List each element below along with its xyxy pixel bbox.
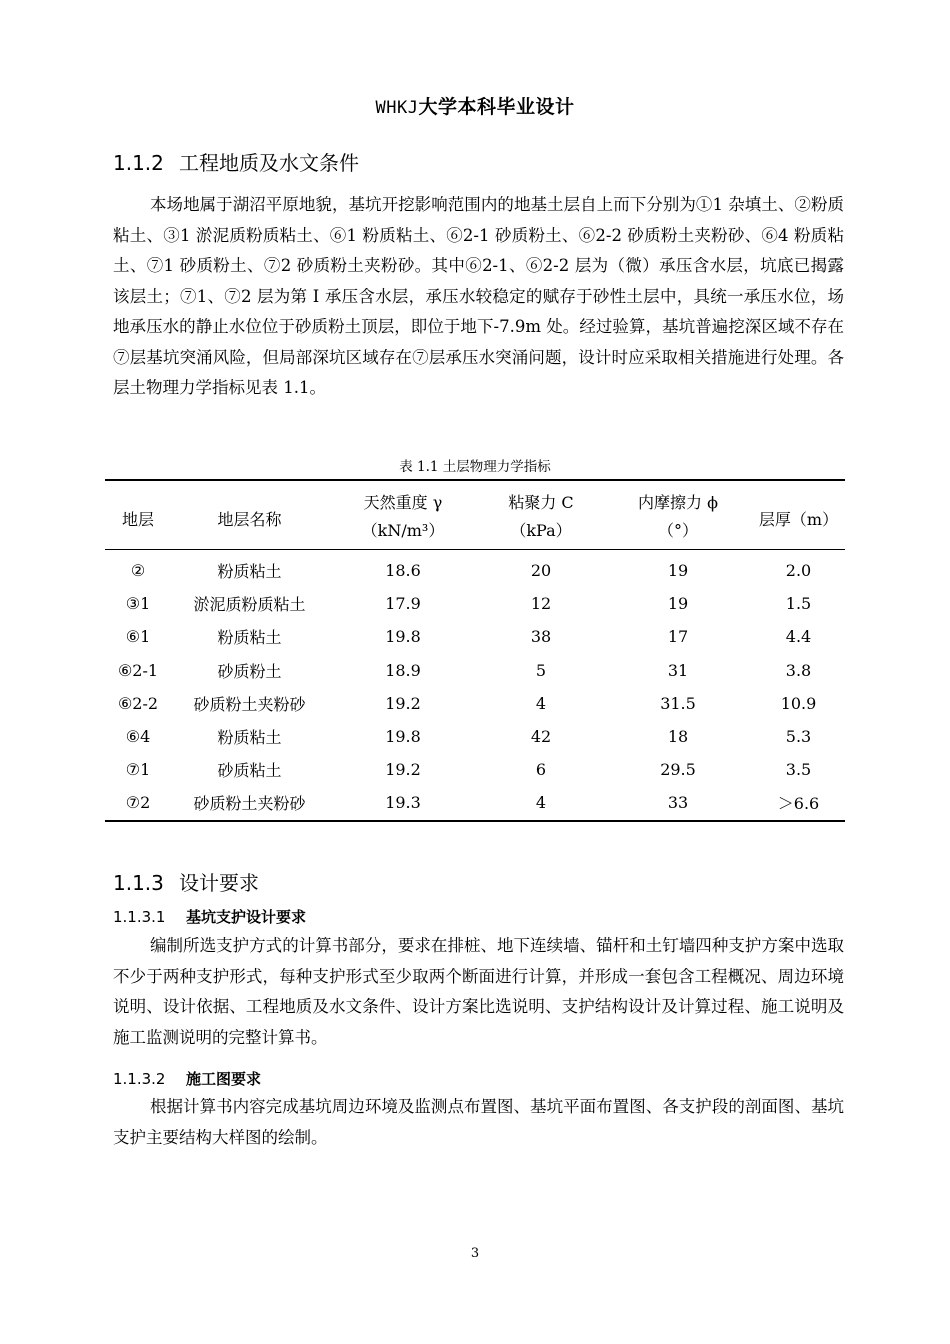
cell-phi: 33 xyxy=(604,786,752,820)
cell-thickness: 4.4 xyxy=(785,627,812,647)
cell-name: 粉质粘土 xyxy=(217,562,282,582)
section-number: 1.1.3.1 xyxy=(113,908,166,926)
header-gamma-unit: （kN/m³） xyxy=(328,515,478,550)
table-row xyxy=(105,786,845,820)
cell-phi: 31.5 xyxy=(660,693,696,713)
paragraph-drawings: 根据计算书内容完成基坑周边环境及监测点布置图、基坑平面布置图、各支护段的剖面图、基坑支护主要结构大样图的绘制。 xyxy=(113,1097,844,1147)
cell-c: 12 xyxy=(530,594,552,614)
cell-gamma: 17.9 xyxy=(385,594,421,614)
paragraph-geology: 本场地属于湖沼平原地貌，基坑开挖影响范围内的地基土层自上而下分别为①1 杂填土、②粉质粘土、③1 淤泥质粉质粘土、⑥1 粉质粘土、⑥2-1 砂质粉土、⑥2-2 砂质粉土夹粉砂、⑥4 粉质粘土、⑦1 砂质粉土、⑦2 砂质粉土夹粉砂。其中⑥2-1、⑥2-2 层为（微）承压含水层，坑底已揭露该层土；⑦1、⑦2 层为第 I 承压含水层，承压水较稳定的赋存于砂性土层中，具统一承压水位，场地承压水的静止水位位于砂质粉土顶层，即位于地下-7.9m 处。经过验算，基坑普遍挖深区域不存在⑦层基坑突涌风险，但局部深坑区域存在⑦层承压水突涌问题，设计时应采取相关措施进行处理。各层土物理力学指标见表 1.1。 xyxy=(113,195,844,397)
cell-layer: ⑥2-2 xyxy=(117,693,159,713)
cell-thickness: 3.5 xyxy=(785,760,812,780)
cell-layer: ⑥4 xyxy=(125,727,151,747)
cell-thickness: 5.3 xyxy=(785,727,812,747)
cell-gamma: 18.6 xyxy=(385,561,421,581)
cell-name: 砂质粉土夹粉砂 xyxy=(171,786,328,820)
header-layer: 地层 xyxy=(105,480,171,550)
table-row xyxy=(105,654,845,687)
table-row xyxy=(105,587,845,620)
cell-c: 20 xyxy=(530,561,552,581)
section-number: 1.1.2 xyxy=(113,151,164,175)
section-heading-1-1-3-1 xyxy=(113,906,306,927)
page-number: 3 xyxy=(470,1246,480,1261)
cell-phi: 31 xyxy=(667,660,689,680)
cell-gamma: 19.3 xyxy=(328,786,478,820)
header-title: 大学本科毕业设计 xyxy=(418,96,575,118)
cell-name: 粉质粘土 xyxy=(217,628,282,648)
cell-phi: 18 xyxy=(667,727,689,747)
header-thickness: 层厚（m） xyxy=(752,480,845,550)
section-number: 1.1.3 xyxy=(113,871,164,895)
cell-name: 粉质粘土 xyxy=(217,728,282,748)
header-c-unit: （kPa） xyxy=(478,515,604,550)
cell-layer: ⑥2-1 xyxy=(117,660,159,680)
table-row xyxy=(105,687,845,720)
table-row xyxy=(105,720,845,753)
cell-c: 38 xyxy=(530,627,552,647)
paragraph-support-design: 编制所选支护方式的计算书部分，要求在排桩、地下连续墙、锚杆和土钉墙四种支护方案中选取不少于两种支护形式，每种支护形式至少取两个断面进行计算，并形成一套包含工程概况、周边环境说明、设计依据、工程地质及水文条件、设计方案比选说明、支护结构设计及计算过程、施工说明及施工监测说明的完整计算书。 xyxy=(113,936,844,1047)
table-caption: 表 1.1 土层物理力学指标 xyxy=(399,459,551,475)
cell-gamma: 19.8 xyxy=(385,727,421,747)
table-row xyxy=(105,753,845,786)
cell-thickness: 10.9 xyxy=(780,693,817,713)
cell-layer: ③1 xyxy=(125,594,151,614)
section-title: 工程地质及水文条件 xyxy=(179,151,359,175)
cell-c: 42 xyxy=(530,727,552,747)
page-header xyxy=(0,92,950,119)
section-number: 1.1.3.2 xyxy=(113,1070,166,1088)
header-latin: WHKJ xyxy=(375,98,419,118)
cell-name: 砂质粘土 xyxy=(217,761,282,781)
section-title: 施工图要求 xyxy=(186,1070,262,1088)
section-heading-1-1-2 xyxy=(113,147,359,176)
header-name: 地层名称 xyxy=(171,480,328,550)
cell-phi: 29.5 xyxy=(660,760,696,780)
header-gamma: 天然重度 γ xyxy=(328,480,478,515)
cell-gamma: 18.9 xyxy=(385,660,421,680)
cell-gamma: 19.2 xyxy=(385,760,421,780)
header-phi-unit: （°） xyxy=(604,515,752,550)
cell-c: 6 xyxy=(535,760,547,780)
cell-name: 淤泥质粉质粘土 xyxy=(193,595,306,615)
table-row xyxy=(105,620,845,653)
cell-thickness: 3.8 xyxy=(785,660,812,680)
soil-properties-table xyxy=(105,479,845,822)
cell-gamma: 19.2 xyxy=(385,693,421,713)
cell-name: 砂质粉土夹粉砂 xyxy=(193,694,306,714)
cell-layer: ② xyxy=(130,561,146,581)
cell-c: 5 xyxy=(535,660,547,680)
cell-gamma: 19.8 xyxy=(385,627,421,647)
cell-c: 4 xyxy=(478,786,604,820)
cell-thickness: 1.5 xyxy=(785,594,812,614)
section-title: 设计要求 xyxy=(179,871,259,895)
cell-name: 砂质粉土 xyxy=(217,661,282,681)
section-heading-1-1-3 xyxy=(113,867,259,896)
cell-thickness: ＞6.6 xyxy=(752,786,845,820)
header-phi: 内摩擦力 ϕ xyxy=(604,480,752,515)
cell-phi: 19 xyxy=(667,594,689,614)
cell-phi: 19 xyxy=(667,561,689,581)
cell-thickness: 2.0 xyxy=(785,561,812,581)
section-title: 基坑支护设计要求 xyxy=(186,908,307,926)
table-row xyxy=(105,550,845,588)
header-c: 粘聚力 C xyxy=(478,480,604,515)
cell-layer: ⑦1 xyxy=(125,760,151,780)
cell-phi: 17 xyxy=(667,627,689,647)
table-body xyxy=(105,550,845,821)
cell-c: 4 xyxy=(535,693,547,713)
cell-layer: ⑥1 xyxy=(125,627,151,647)
cell-layer: ⑦2 xyxy=(105,786,171,820)
section-heading-1-1-3-2 xyxy=(113,1068,261,1089)
